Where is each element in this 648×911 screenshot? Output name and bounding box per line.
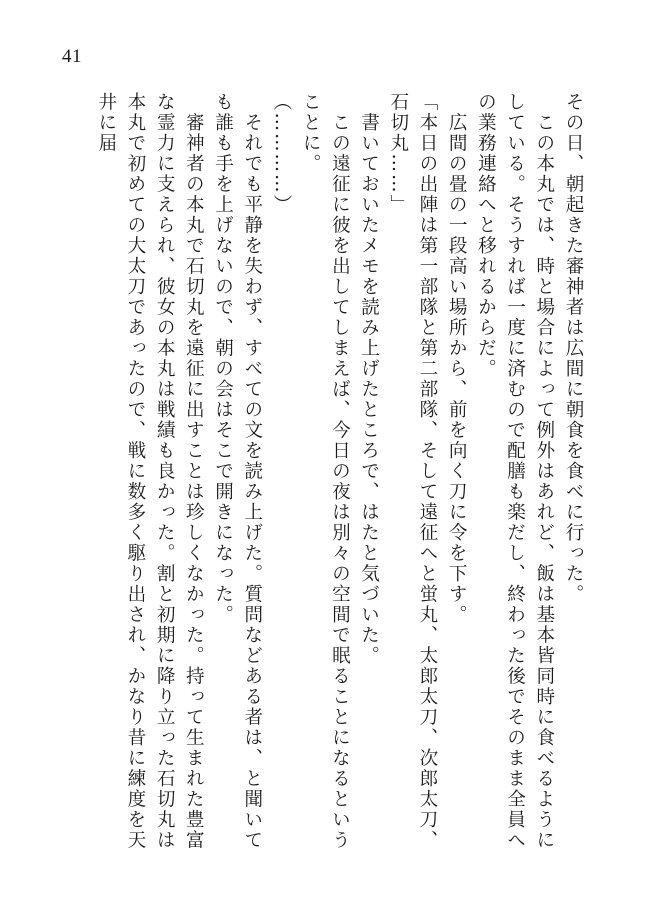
paragraph: 広間の畳の一段高い場所から、前を向く刀に令を下す。 [446,92,468,625]
paragraph: 「本日の出陣は第一部隊と第二部隊、そして遠征へと蛍丸、太郎太刀、次郎太刀、石切丸……」 [387,92,438,851]
paragraph: 書いておいたメモを読み上げたところで、はたと気づいた。 [358,92,380,666]
paragraph: その日、朝起きた審神者は広間に朝食を食べに行った。 [563,92,584,605]
paragraph: この遠征に彼を出してしまえば、今日の夜は別々の空間で眠ることになるということに。 [300,92,351,851]
paragraph: この本丸では、時と場合によって例外はあれど、飯は基本皆同時に食べるようにしている。そうすれば一度に済むので配膳も楽だし、終わった後でそのまま全員への業務連絡へと移れるからだ。 [475,92,555,851]
page-number: 41 [62,46,82,67]
paragraph: （…………） [270,92,292,215]
paragraph: 審神者の本丸で石切丸を遠征に出すことは珍しくなかった。持って生まれた豊富な霊力に支えられ、彼女の本丸は戦績も良かった。割と初期に降り立った石切丸は本丸で初めての大太刀であったので、戦に数多く駆り出され、かなり昔に練度を天井に届 [95,92,205,851]
paragraph: それでも平静を失わず、すべての文を読み上げた。質問などある者は、と聞いても誰も手を上げないので、朝の会はそこで開きになった。 [212,92,263,851]
body-text [48,92,588,852]
